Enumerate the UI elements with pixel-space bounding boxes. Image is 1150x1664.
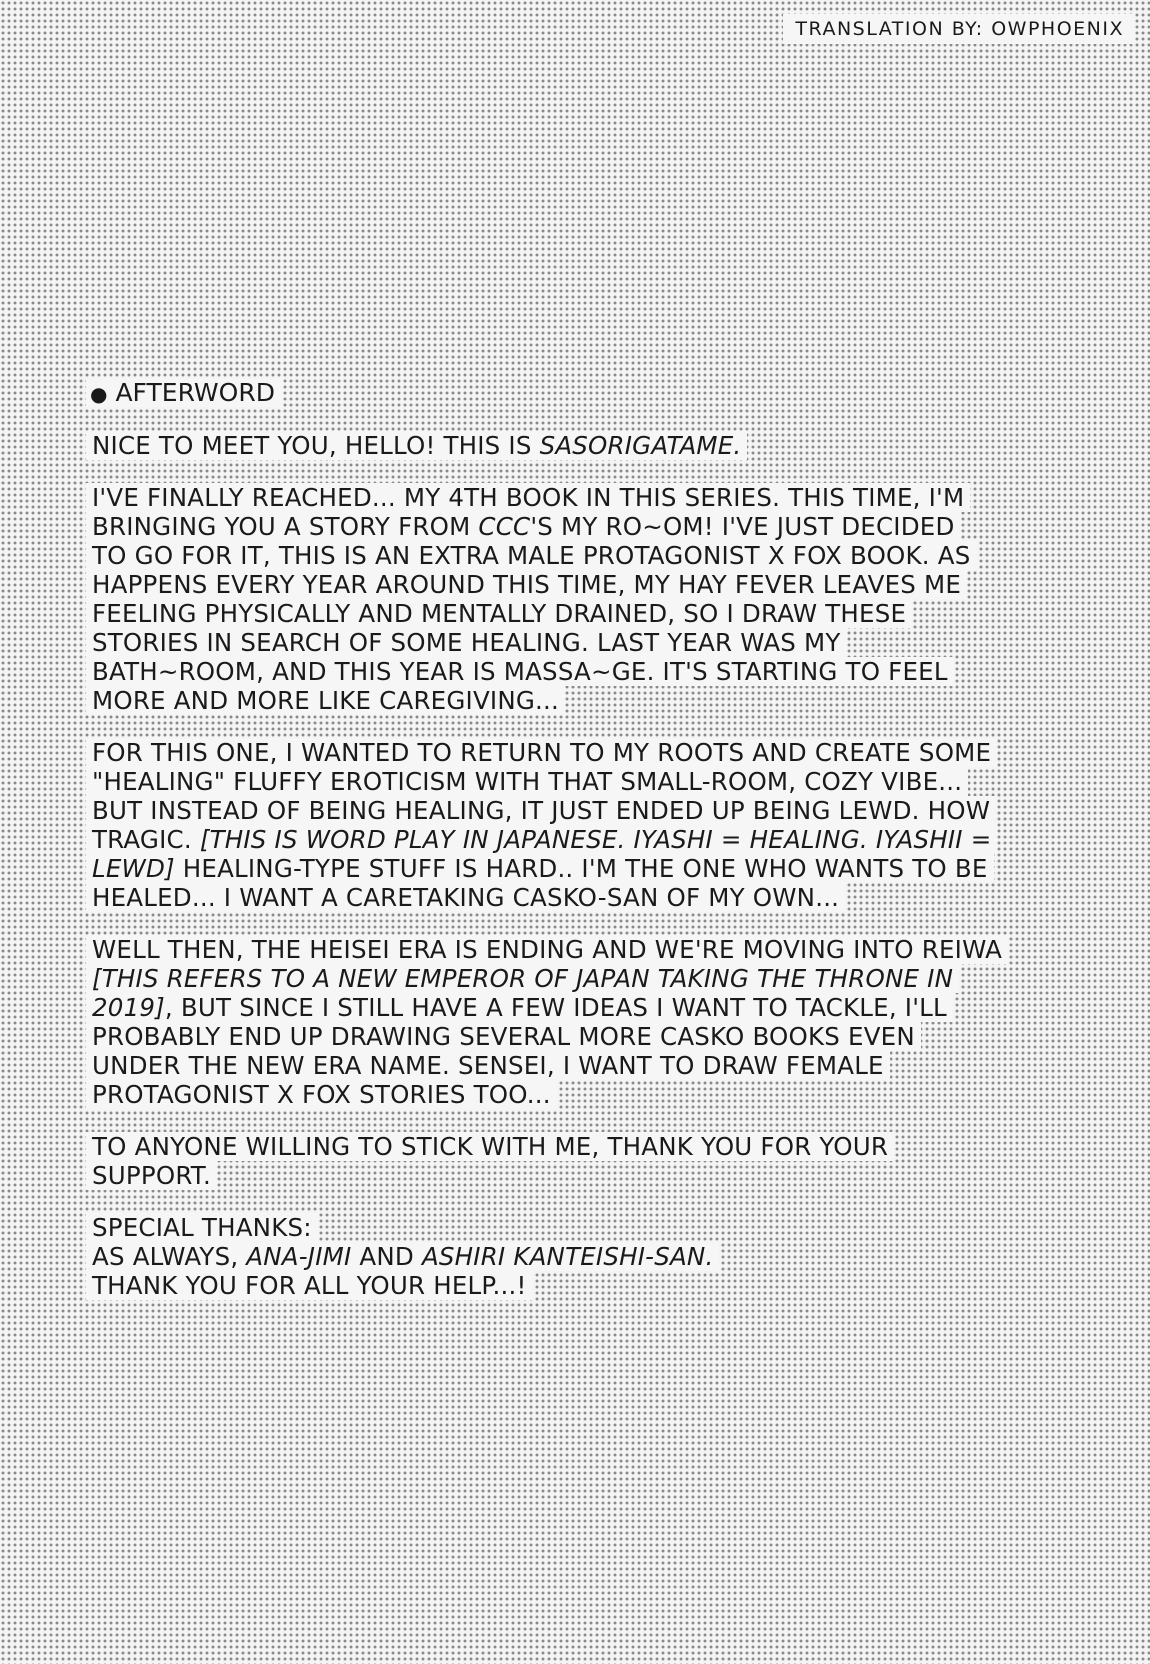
text-segment: NICE TO MEET YOU, HELLO! THIS IS: [92, 431, 540, 460]
text-segment: STORIES IN SEARCH OF SOME HEALING. LAST YEAR WAS MY: [92, 628, 841, 657]
text-line: [86, 1080, 1076, 1109]
afterword-paragraph: [86, 738, 1076, 912]
text-line: [86, 796, 1076, 825]
italic-text: ASHIRI KANTEISHI-SAN.: [421, 1242, 714, 1271]
text-line: [86, 1022, 1076, 1051]
text-line: [86, 883, 1076, 912]
italic-text: [THIS IS WORD PLAY IN JAPANESE. IYASHI = HEALING. IYASHII =: [199, 825, 992, 854]
afterword-title: AFTERWORD: [115, 378, 275, 407]
italic-text: LEWD]: [92, 854, 175, 883]
italic-text: CCC: [478, 512, 531, 541]
afterword-paragraph: [86, 431, 1076, 460]
text-line: [86, 738, 1076, 767]
text-line: [86, 964, 1076, 993]
text-line: [86, 935, 1076, 964]
text-line: [86, 1161, 1076, 1190]
text-line: [86, 431, 1076, 460]
text-segment: TO ANYONE WILLING TO STICK WITH ME, THANK YOU FOR YOUR: [92, 1132, 889, 1161]
text-segment: SPECIAL THANKS:: [92, 1213, 312, 1242]
italic-text: SASORIGATAME.: [539, 431, 742, 460]
text-segment: HEALED... I WANT A CARETAKING CASKO-SAN OF MY OWN...: [92, 883, 840, 912]
text-line: [86, 657, 1076, 686]
afterword-paragraph: [86, 1132, 1076, 1190]
text-segment: WELL THEN, THE HEISEI ERA IS ENDING AND WE'RE MOVING INTO REIWA: [92, 935, 1003, 964]
text-line: [86, 1271, 1076, 1300]
text-line: [86, 1051, 1076, 1080]
text-line: [86, 512, 1076, 541]
text-segment: HEALING-TYPE STUFF IS HARD.. I'M THE ONE WHO WANTS TO BE: [174, 854, 988, 883]
text-line: [86, 767, 1076, 796]
italic-text: 2019]: [92, 993, 165, 1022]
text-segment: AS ALWAYS,: [92, 1242, 247, 1271]
text-segment: 'S MY RO~OM! I'VE JUST DECIDED: [530, 512, 955, 541]
text-line: [86, 686, 1076, 715]
text-line: [86, 825, 1076, 854]
text-segment: BUT INSTEAD OF BEING HEALING, IT JUST ENDED UP BEING LEWD. HOW: [92, 796, 991, 825]
afterword-paragraph: [86, 1213, 1076, 1300]
text-line: [86, 570, 1076, 599]
text-segment: AND: [351, 1242, 422, 1271]
text-line: [86, 628, 1076, 657]
text-segment: TRAGIC.: [92, 825, 200, 854]
text-segment: I'VE FINALLY REACHED... MY 4TH BOOK IN THIS SERIES. THIS TIME, I'M: [92, 483, 965, 512]
text-line: [86, 1132, 1076, 1161]
text-line: [86, 599, 1076, 628]
afterword-heading: [86, 378, 1076, 409]
text-segment: PROBABLY END UP DRAWING SEVERAL MORE CASKO BOOKS EVEN: [92, 1022, 915, 1051]
text-segment: MORE AND MORE LIKE CAREGIVING...: [92, 686, 560, 715]
text-segment: , BUT SINCE I STILL HAVE A FEW IDEAS I WANT TO TACKLE, I'LL: [164, 993, 947, 1022]
afterword-paragraph: [86, 935, 1076, 1109]
text-line: [86, 1242, 1076, 1271]
text-line: [86, 541, 1076, 570]
afterword-body: [86, 431, 1076, 1300]
text-segment: SUPPORT.: [92, 1161, 212, 1190]
text-segment: UNDER THE NEW ERA NAME. SENSEI, I WANT TO DRAW FEMALE: [92, 1051, 884, 1080]
text-line: [86, 854, 1076, 883]
text-segment: "HEALING" FLUFFY EROTICISM WITH THAT SMALL-ROOM, COZY VIBE...: [92, 767, 963, 796]
italic-text: [THIS REFERS TO A NEW EMPEROR OF JAPAN TAKING THE THRONE IN: [92, 964, 954, 993]
afterword-section: [86, 378, 1076, 1323]
text-segment: HAPPENS EVERY YEAR AROUND THIS TIME, MY HAY FEVER LEAVES ME: [92, 570, 962, 599]
translation-credit: TRANSLATION BY: OWPHOENIX: [783, 14, 1134, 44]
text-segment: THANK YOU FOR ALL YOUR HELP...!: [92, 1271, 527, 1300]
afterword-paragraph: [86, 483, 1076, 715]
text-segment: PROTAGONIST X FOX STORIES TOO...: [92, 1080, 551, 1109]
bullet-icon: ●: [90, 382, 108, 406]
text-segment: TO GO FOR IT, THIS IS AN EXTRA MALE PROTAGONIST X FOX BOOK. AS: [92, 541, 971, 570]
text-line: [86, 1213, 1076, 1242]
text-segment: FOR THIS ONE, I WANTED TO RETURN TO MY ROOTS AND CREATE SOME: [92, 738, 992, 767]
text-segment: FEELING PHYSICALLY AND MENTALLY DRAINED, SO I DRAW THESE: [92, 599, 907, 628]
text-segment: BRINGING YOU A STORY FROM: [92, 512, 479, 541]
text-line: [86, 993, 1076, 1022]
italic-text: ANA-JIMI: [246, 1242, 352, 1271]
text-line: [86, 483, 1076, 512]
text-segment: BATH~ROOM, AND THIS YEAR IS MASSA~GE. IT'S STARTING TO FEEL: [92, 657, 948, 686]
